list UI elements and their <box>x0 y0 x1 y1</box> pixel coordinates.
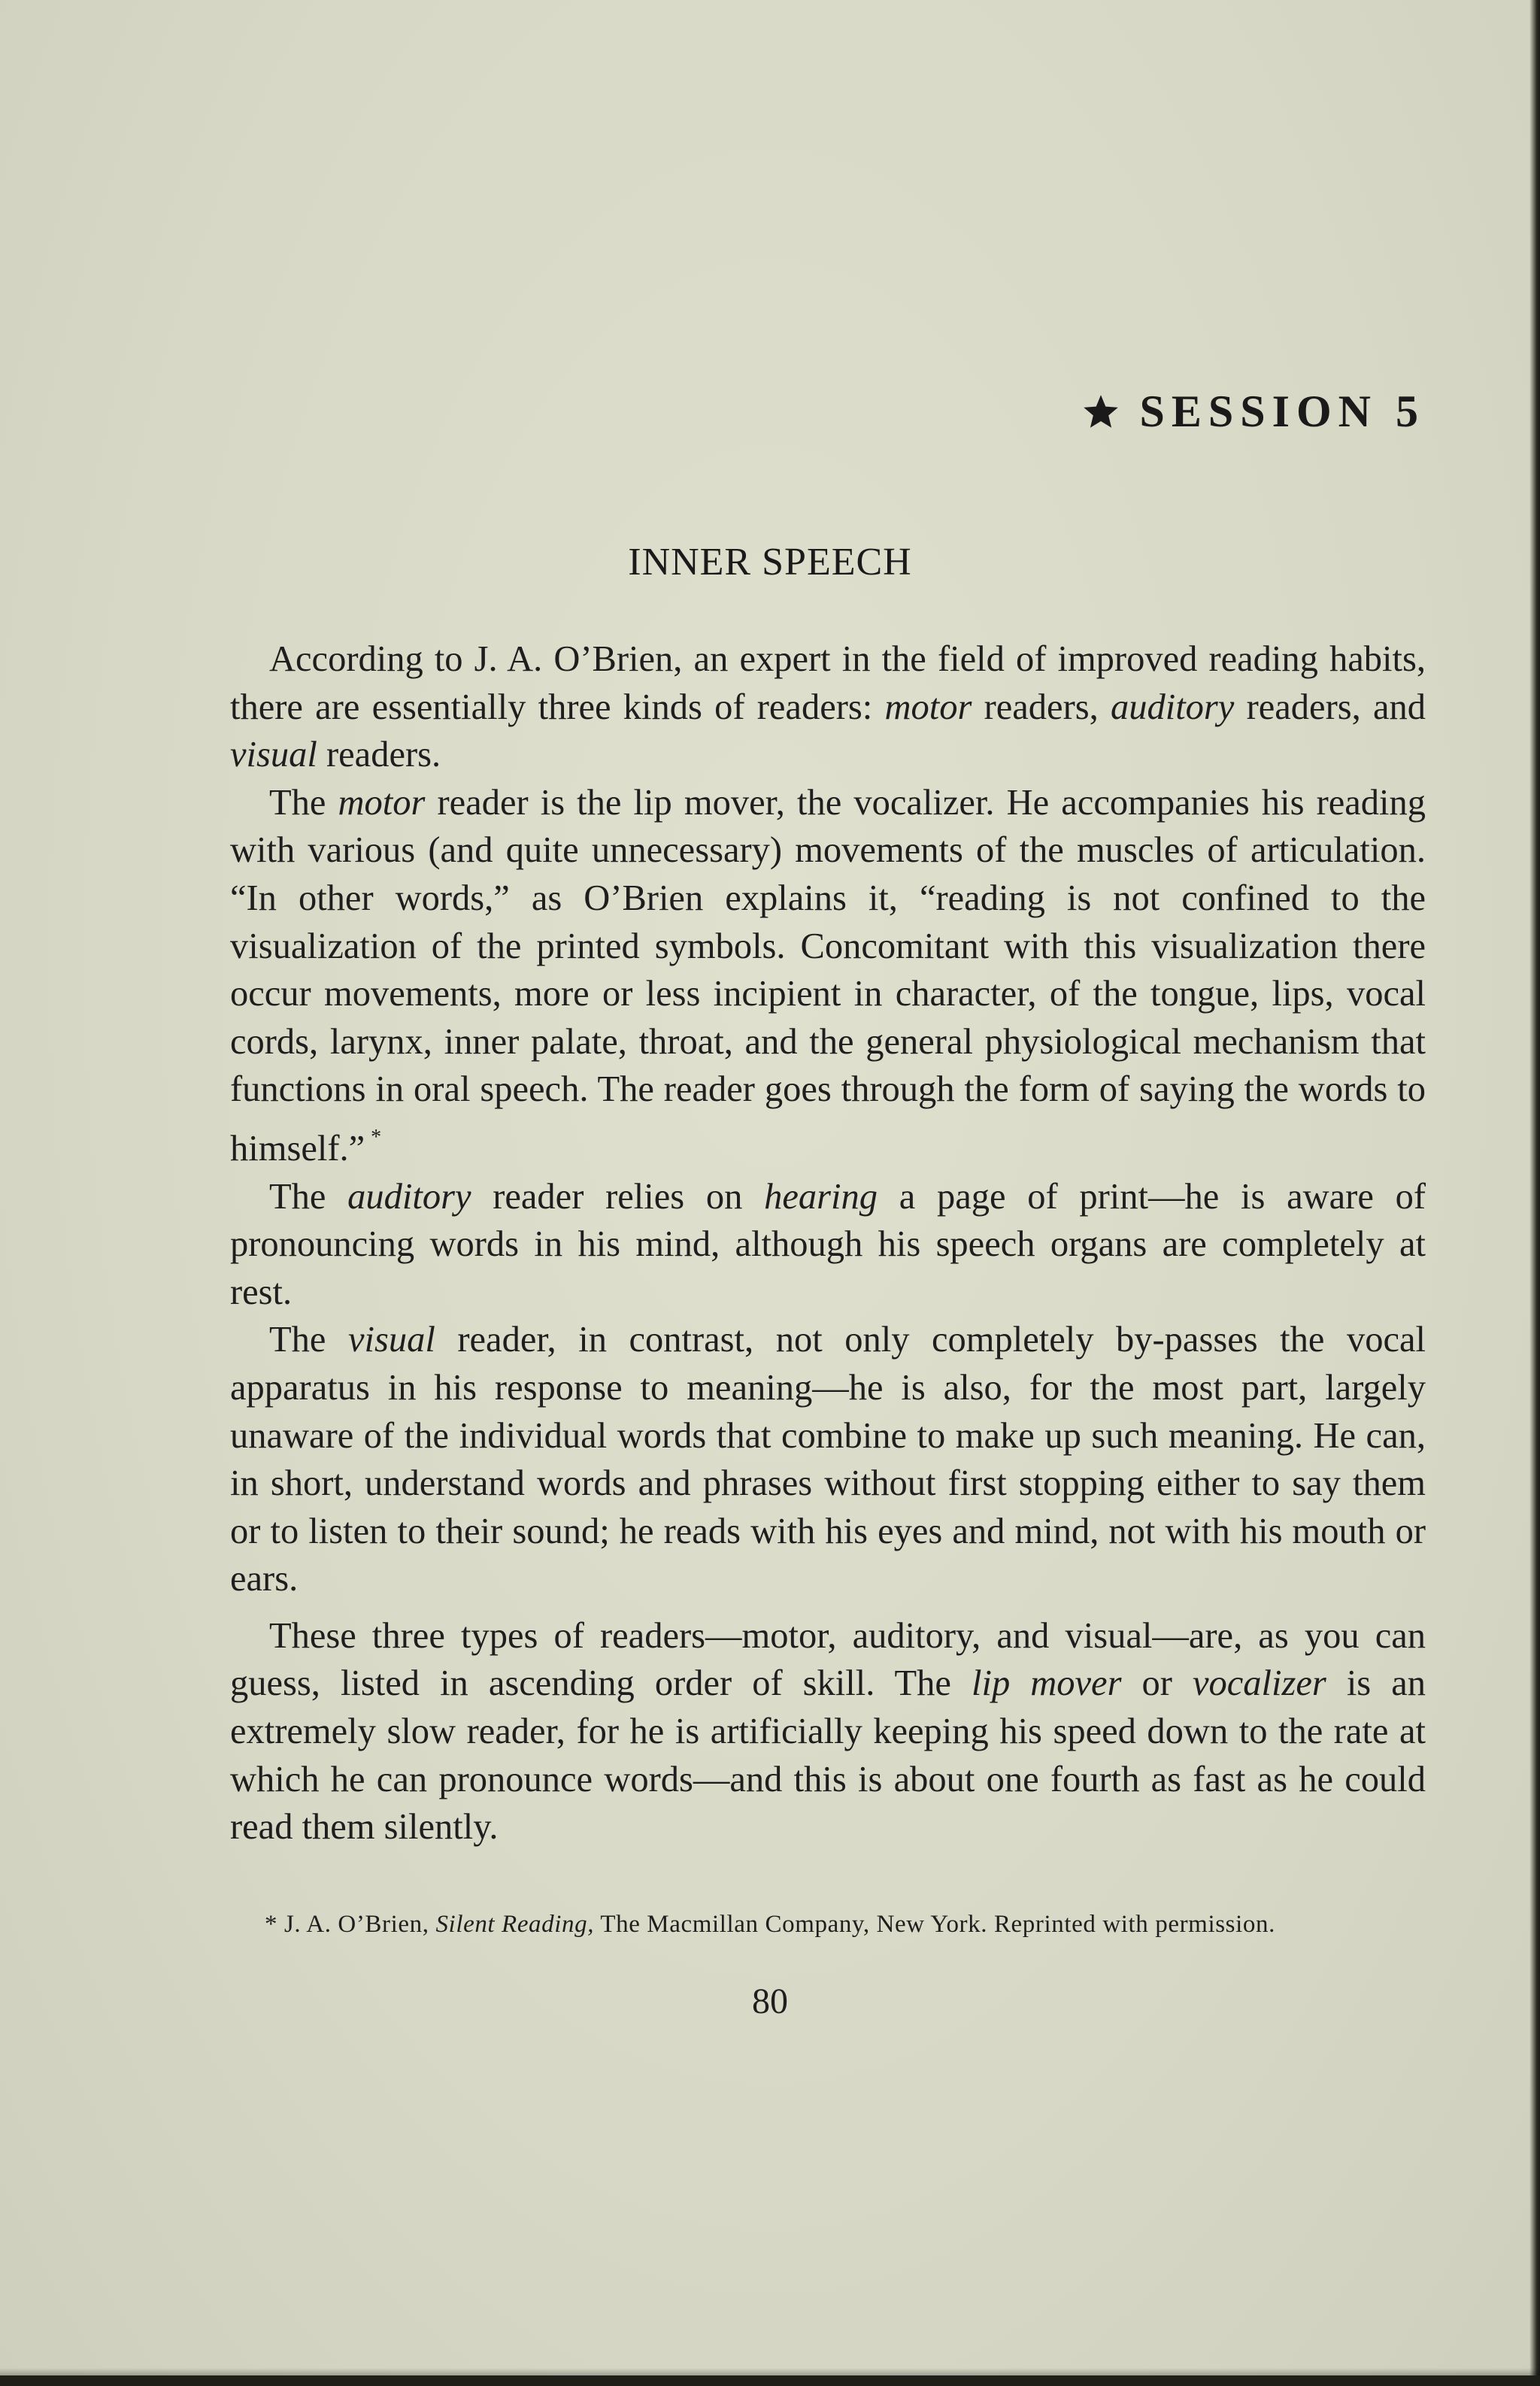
page-number: 80 <box>752 1981 788 2021</box>
text-run: is an extremely slow reader, for he is artificially keeping his speed down to the rate at which he can pronounce words—and this is about one fourth as fast as he could read them silently. <box>230 1663 1426 1848</box>
text-run: readers. <box>317 735 441 775</box>
italic-term: visual <box>347 1320 435 1360</box>
paragraph-3 <box>230 1173 1426 1317</box>
italic-term: auditory <box>1110 687 1235 727</box>
text-run: reader, in contrast, not only completely by-passes the vocal apparatus in his response to meaning—he is also, for the most part, largely unaware of the individual words that combine to make up such meaning. He can, in short, understand words and phrases without first stopping either to say them or to listen to their sound; he reads with his eyes and mind, not with his mouth or ears. <box>230 1320 1426 1599</box>
text-run: These three types of readers—motor, auditory, and visual—are, as you can guess, listed in ascending order of skill. The <box>230 1615 1426 1704</box>
scan-edge-shadow <box>0 2368 1540 2375</box>
text-run: According to J. A. O’Brien, an expert in the field of improved reading habits, there are essentially three kinds of readers: <box>230 639 1426 727</box>
text-run: The <box>269 1320 348 1360</box>
text-run: reader is the lip mover, the vocalizer. He accompanies his reading with various (and quite unnecessary) movements of the muscles of articulation. “In other words,” as O’Brien explains it, “reading is not confined to the visualization of the printed symbols. Concomitant with this visualization there occur movements, more or less incipient in character, of the tongue, lips, vocal cords, larynx, inner palate, throat, and the general physiological mechanism that functions in oral speech. The reader goes through the form of saying the words to himself.” <box>230 782 1426 1169</box>
text-run: a page of print—he is aware of pronouncing words in his mind, although his speech organs are completely at rest. <box>230 1176 1426 1312</box>
session-label: SESSION 5 <box>1139 387 1425 436</box>
italic-term: motor <box>884 687 972 727</box>
text-run: readers, and <box>1234 687 1426 727</box>
text-run: The <box>269 782 338 823</box>
body-text <box>230 635 1426 1851</box>
paragraph-4 <box>230 1316 1426 1603</box>
text-run: reader relies on <box>471 1176 765 1217</box>
paragraph-1 <box>230 635 1426 779</box>
footnote-book-title: Silent Reading, <box>435 1911 595 1938</box>
footnote-text: The Macmillan Company, New York. Reprinted with permission. <box>594 1911 1275 1938</box>
chapter-title: INNER SPEECH <box>628 541 912 584</box>
text-run: The <box>269 1176 348 1217</box>
footnote-marker: * <box>371 1125 382 1149</box>
footnote-text: * J. A. O’Brien, <box>265 1911 436 1938</box>
session-heading <box>1081 386 1425 438</box>
scan-edge-bottom <box>0 2375 1540 2386</box>
text-run: readers, <box>972 687 1111 727</box>
italic-term: motor <box>338 782 426 823</box>
italic-term: lip mover <box>972 1663 1122 1704</box>
italic-term: hearing <box>764 1176 878 1217</box>
footnote <box>230 1907 1426 1942</box>
star-icon <box>1081 393 1120 432</box>
paragraph-5 <box>230 1612 1426 1851</box>
text-run: or <box>1121 1663 1193 1704</box>
italic-term: visual <box>230 735 317 775</box>
italic-term: auditory <box>347 1176 471 1217</box>
italic-term: vocalizer <box>1192 1663 1326 1704</box>
paragraph-2 <box>230 779 1426 1173</box>
scan-edge-right <box>1529 0 1540 2386</box>
